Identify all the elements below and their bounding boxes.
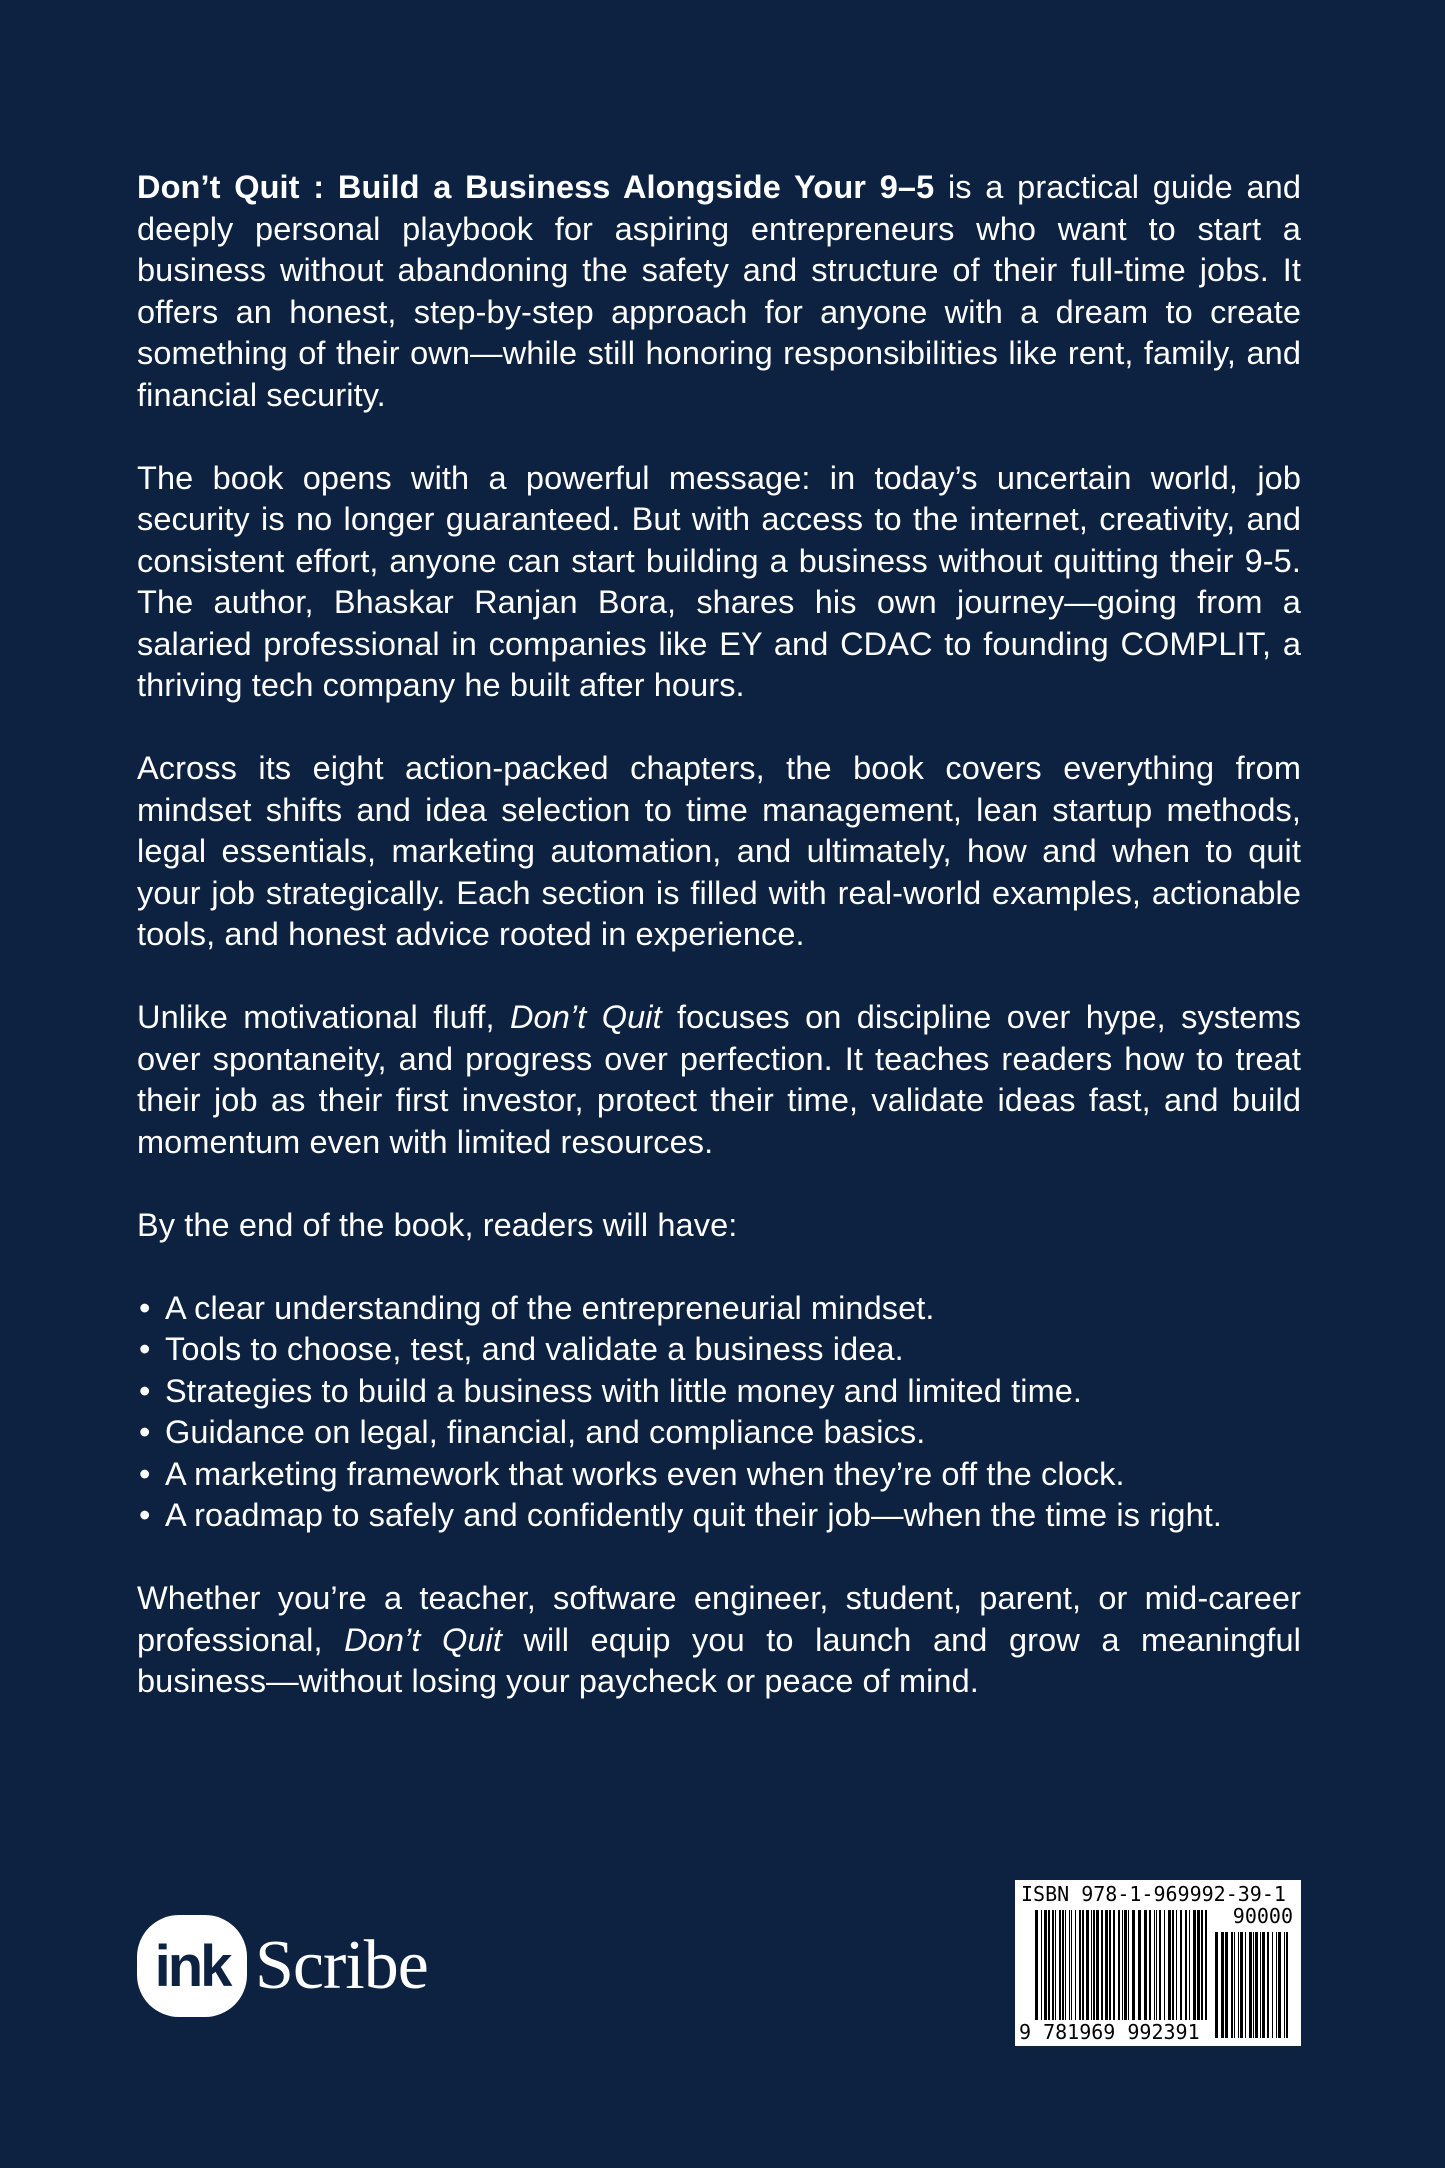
barcode-bar (1262, 1932, 1265, 2038)
back-cover-description (137, 167, 1301, 1744)
outcome-list-item (137, 1495, 1301, 1537)
barcode-bar (1069, 1910, 1070, 2020)
outcome-list-item (137, 1329, 1301, 1371)
barcode-bar (1144, 1910, 1147, 2020)
intro-paragraph (137, 167, 1301, 416)
philosophy-paragraph (137, 997, 1301, 1163)
barcode-bar (1079, 1910, 1081, 2020)
ean-bars (1035, 1910, 1207, 2020)
barcode-bar (1093, 1910, 1095, 2020)
barcode-bar (1082, 1910, 1084, 2020)
barcode-bar (1044, 1910, 1047, 2020)
barcode-bar (1238, 1932, 1239, 2038)
philosophy-text-rest: focuses on discipline over hype, systems over spontaneity, and progress over perfection. It teaches readers how to treat their job as their first investor, protect their time, validate ideas fast, and build momentum even with limited resources. (137, 999, 1301, 1160)
bullet-dot: • (139, 1497, 151, 1533)
barcode-bar (1086, 1910, 1089, 2020)
price-code: 90000 (1232, 1904, 1293, 1928)
outcome-text: A marketing framework that works even when they’re off the clock. (165, 1455, 1125, 1492)
bullet-dot: • (139, 1414, 151, 1450)
outcome-text: A roadmap to safely and confidently quit their job—when the time is right. (165, 1497, 1223, 1533)
barcode-bar (1272, 1932, 1273, 2038)
barcode-bar (1075, 1910, 1076, 2020)
list-intro: By the end of the book, readers will have: (137, 1206, 738, 1243)
barcode-bar (1221, 1932, 1224, 2038)
barcode-bar (1048, 1910, 1050, 2020)
barcode-bar (1164, 1910, 1165, 2020)
barcode-bar (1284, 1932, 1285, 2038)
barcode-bar (1132, 1910, 1135, 2020)
outcome-list-item (137, 1288, 1301, 1330)
bullet-dot: • (139, 1331, 151, 1367)
barcode-bar (1276, 1932, 1277, 2038)
barcode-bar (1154, 1910, 1155, 2020)
barcode-bar (1101, 1910, 1103, 2020)
bullet-dot: • (139, 1455, 151, 1492)
barcode-bar (1255, 1932, 1258, 2038)
isbn-barcode (1015, 1880, 1301, 2046)
barcode-bar (1267, 1932, 1269, 2038)
outcome-list-item (137, 1454, 1301, 1496)
barcode-bar (1189, 1910, 1190, 2020)
barcode-bar (1113, 1910, 1115, 2020)
barcode-bar (1234, 1932, 1235, 2038)
closing-paragraph (137, 1578, 1301, 1703)
barcode-bar (1172, 1910, 1174, 2020)
bullet-dot: • (139, 1372, 151, 1409)
barcode-bar (1240, 1932, 1243, 2038)
book-title-italic-closing: Don’t Quit (344, 1621, 502, 1658)
barcode-bar (1231, 1932, 1233, 2038)
barcode-bar (1205, 1910, 1207, 2020)
barcode-bar (1128, 1910, 1129, 2020)
barcode-bar (1055, 1910, 1056, 2020)
barcode-bar (1149, 1910, 1151, 2020)
chapters-paragraph: Across its eight action-packed chapters, the book covers everything from mindset shifts and idea selection to time management, lean startup methods, legal essentials, marketing automation, and ultimately, how and when to quit your job strategically. Each section is filled with real-world examples, actionable tools, and honest advice rooted in experience. (137, 750, 1301, 952)
barcode-bar (1193, 1910, 1196, 2020)
barcode-bar (1071, 1910, 1072, 2020)
book-title-inline: Don’t Quit : Build a Business Alongside Your 9–5 (137, 169, 935, 205)
outcome-list-item (137, 1412, 1301, 1454)
ink-badge-text: ink (154, 1933, 230, 1999)
bullet-dot: • (139, 1289, 151, 1326)
barcode-bar (1138, 1910, 1141, 2020)
outcome-text: Guidance on legal, financial, and compliance basics. (165, 1414, 926, 1450)
ean-digits: 9 781969 992391 (1019, 2020, 1200, 2044)
book-title-italic: Don’t Quit (509, 999, 662, 1035)
barcode-bar (1156, 1910, 1157, 2020)
ink-badge (137, 1915, 247, 2017)
scribe-wordmark: Scribe (255, 1927, 428, 2004)
philosophy-text-start: Unlike motivational fluff, (137, 999, 510, 1035)
barcode-bar (1122, 1910, 1123, 2020)
barcode-bar (1096, 1910, 1099, 2020)
outcome-text: Tools to choose, test, and validate a business idea. (165, 1331, 904, 1367)
barcode-bar (1249, 1932, 1252, 2038)
intro-text: is a practical guide and deeply personal playbook for aspiring entrepreneurs who want to start a business without abandoning the safety and structure of their full-time jobs. It offers an honest, step-by-step approach for anyone with a dream to create something of their own—while still honoring responsibilities like rent, family, and financial security. (137, 169, 1301, 413)
barcode-bar (1124, 1910, 1127, 2020)
barcode-bar (1109, 1910, 1111, 2020)
barcode-bar (1065, 1910, 1066, 2020)
barcode-bar (1197, 1910, 1200, 2020)
barcode-bar (1105, 1910, 1108, 2020)
isbn-label: ISBN 978-1-969992-39-1 (1021, 1882, 1286, 1906)
barcode-bar (1201, 1910, 1203, 2020)
outcome-text: A clear understanding of the entrepreneurial mindset. (165, 1289, 935, 1326)
barcode-bar (1245, 1932, 1246, 2038)
outcome-list-item (137, 1371, 1301, 1413)
barcode-bar (1059, 1910, 1061, 2020)
barcode-bar (1180, 1910, 1182, 2020)
barcode-bar (1041, 1910, 1042, 2020)
inkscribe-logo (137, 1915, 428, 2017)
barcode-bar (1062, 1910, 1064, 2020)
barcode-bar (1185, 1910, 1187, 2020)
barcode-bar (1035, 1910, 1038, 2020)
supplement-bars (1215, 1932, 1293, 2038)
barcode-bar (1278, 1932, 1281, 2038)
barcode-bar (1091, 1910, 1092, 2020)
barcode-bar (1159, 1910, 1161, 2020)
barcode-bar (1253, 1932, 1254, 2038)
barcode-bar (1225, 1932, 1228, 2038)
outcomes-list (137, 1288, 1301, 1537)
barcode-bar (1168, 1910, 1171, 2020)
closing-text-start: Whether you’re a teacher, software engineer, student, parent, or mid-career professional, (137, 1580, 1301, 1658)
closing-text-rest: will equip you to launch and grow a meaningful business—without losing your paycheck or peace of mind. (137, 1621, 1302, 1699)
barcode-bar (1176, 1910, 1177, 2020)
barcode-bar (1215, 1932, 1218, 2038)
barcode-bar (1260, 1932, 1261, 2038)
barcode-bar (1052, 1910, 1054, 2020)
outcome-text: Strategies to build a business with little money and limited time. (165, 1372, 1083, 1409)
author-journey-paragraph: The book opens with a powerful message: in today’s uncertain world, job security is no longer guaranteed. But with access to the internet, creativity, and consistent effort, anyone can start building a business without quitting their 9-5. The author, Bhaskar Ranjan Bora, shares his own journey—going from a salaried professional in companies like EY and CDAC to founding COMPLIT, a thriving tech company he built after hours. (137, 459, 1301, 703)
barcode-bar (1286, 1932, 1288, 2038)
barcode-bar (1118, 1910, 1120, 2020)
